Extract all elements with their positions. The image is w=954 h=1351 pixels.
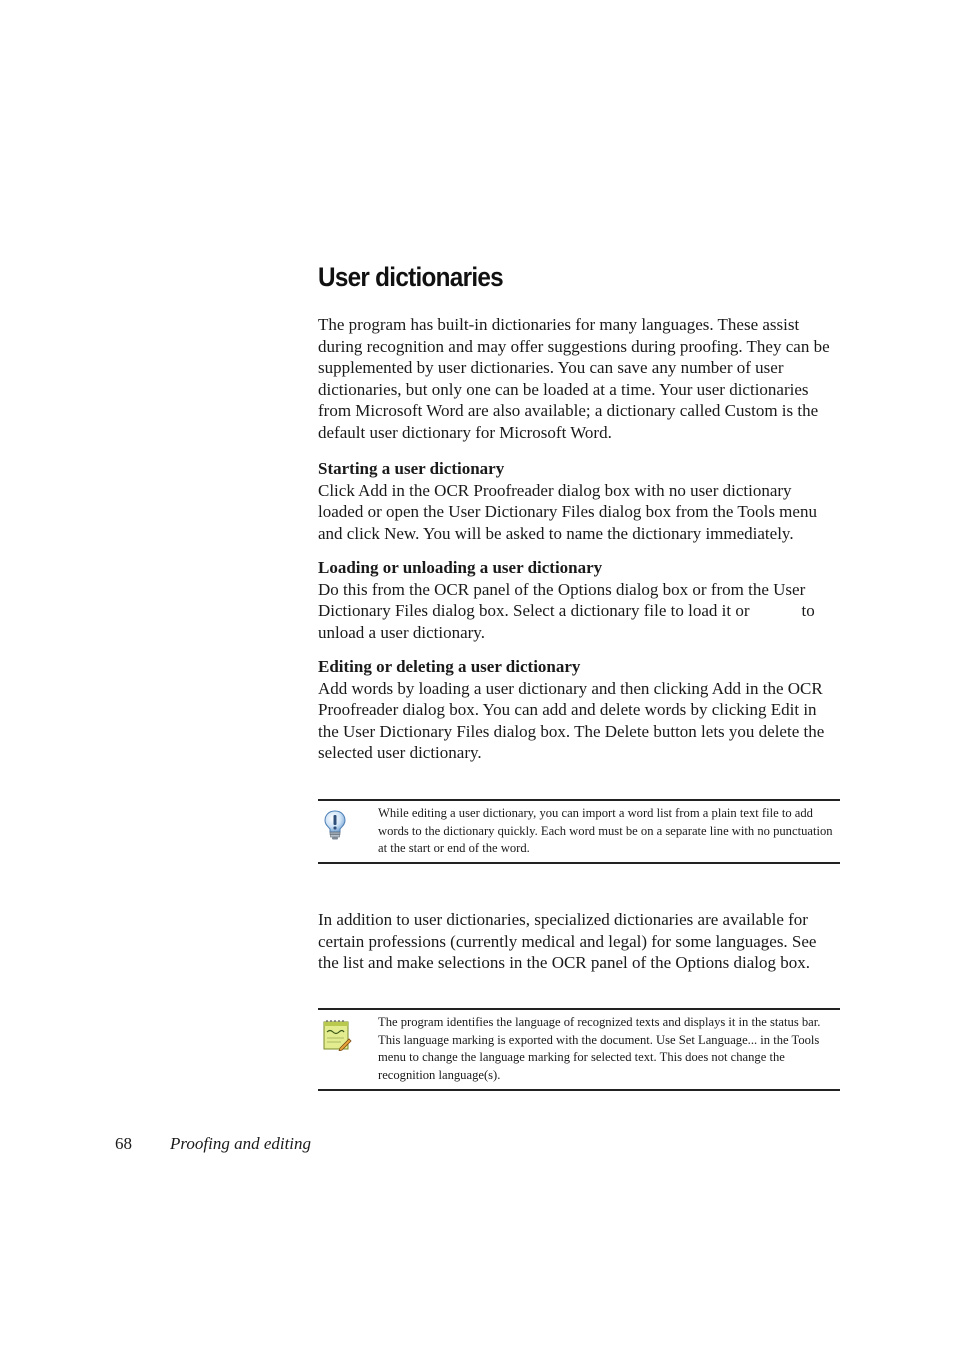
lightbulb-icon <box>322 809 348 846</box>
page-number: 68 <box>115 1134 132 1153</box>
subsection-heading: Editing or deleting a user dictionary <box>318 657 581 676</box>
info-note <box>318 1008 840 1091</box>
tip-note <box>318 799 840 864</box>
notepad-icon <box>322 1019 352 1056</box>
intro-paragraph: The program has built-in dictionaries for many languages. These assist during recognition and may offer suggestions during proofing. They can be supplemented by user dictionaries. You can save any number of user dictionaries, but only one can be loaded at a time. Your user dictionaries from Microsoft Word are also available; a dictionary called Custom is the default user dictionary for Microsoft Word. <box>318 315 830 442</box>
info-note-text: The program identifies the language of recognized texts and displays it in the status bar. This language marking is exported with the document. Use Set Language... in the Tools menu to change the language marking for selected text. This does not change the recognition language(s). <box>378 1015 821 1082</box>
subsection-text-part1: Do this from the OCR panel of the Options dialog box or from the User Dictionary Files dialog box. Select a dictionary file to load it or <box>318 579 806 621</box>
specialized-dictionaries-paragraph: In addition to user dictionaries, specialized dictionaries are available for certain professions (currently medical and legal) for some languages. See the list and make selections in the OCR panel of the Options dialog box. <box>318 910 817 973</box>
section-title: User dictionaries <box>318 262 503 292</box>
subsection-starting <box>318 458 840 544</box>
chapter-title: Proofing and editing <box>170 1134 312 1153</box>
subsection-heading: Starting a user dictionary <box>318 459 505 478</box>
subsection-text-part2: to unload a user dictionary. <box>318 601 815 642</box>
subsection-heading: Loading or unloading a user dictionary <box>318 558 603 577</box>
subsection-text: Click Add in the OCR Proofreader dialog box with no user dictionary loaded or open the User Dictionary Files dialog box from the Tools menu and click New. You will be asked to name the dictionary immediately. <box>318 480 817 543</box>
subsection-loading <box>318 557 840 643</box>
tip-note-text: While editing a user dictionary, you can import a word list from a plain text file to add words to the dictionary quickly. Each word must be on a separate line with no punctuation at the start or end of the word. <box>378 806 833 855</box>
subsection-editing <box>318 656 840 764</box>
subsection-text: Add words by loading a user dictionary and then clicking Add in the OCR Proofreader dialog box. You can add and delete words by clicking Edit in the User Dictionary Files dialog box. The Delete button lets you delete the selected user dictionary. <box>318 678 825 763</box>
